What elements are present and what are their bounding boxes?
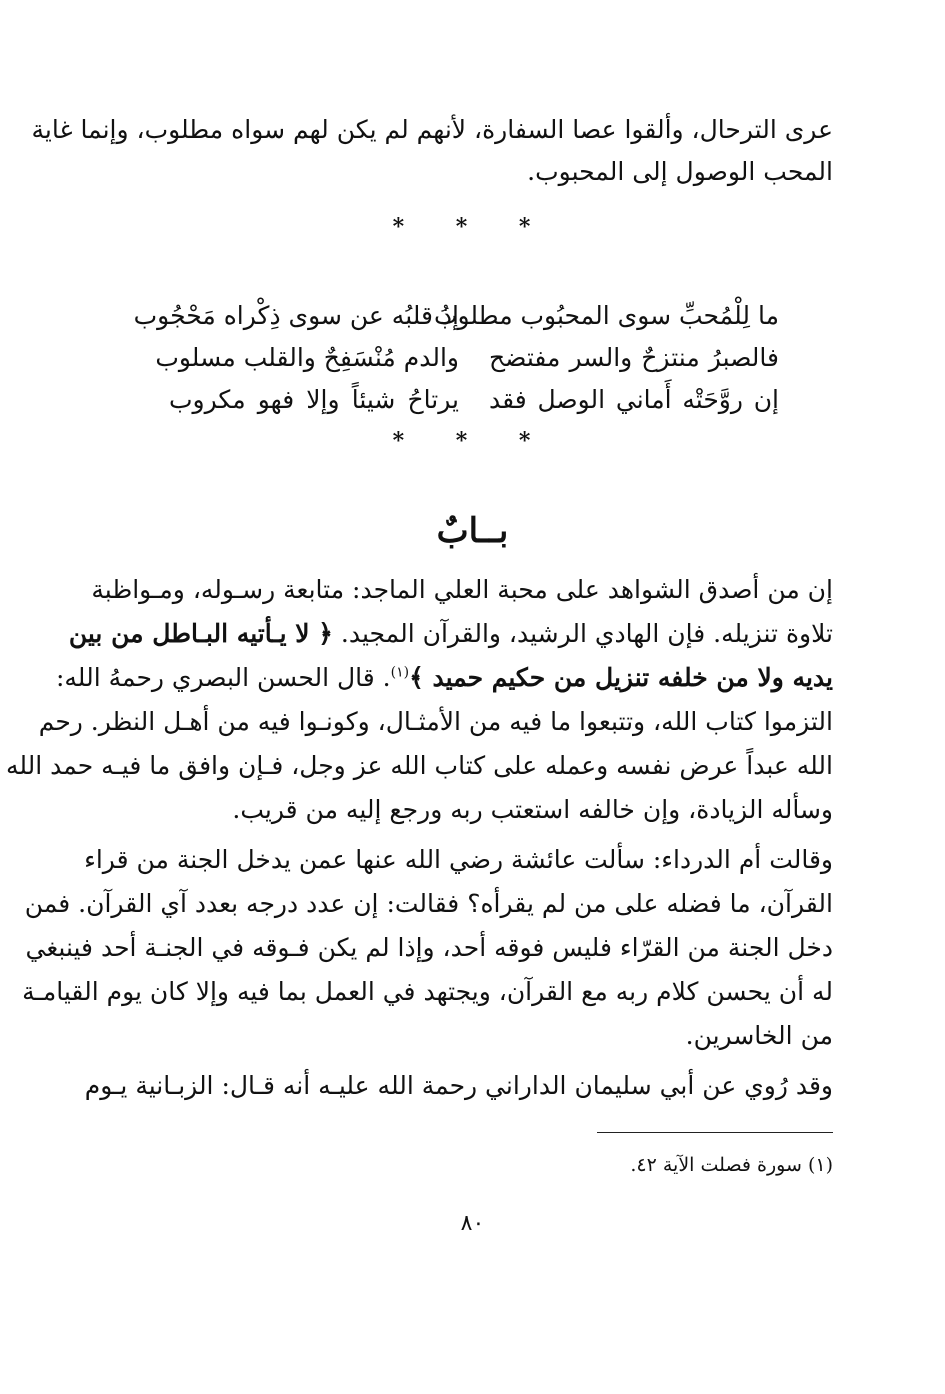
text-line: وسأله الزيادة، وإن خالفه استعتب ربه ورجع إليه من قريب.: [232, 795, 833, 824]
footnote-reference: (١): [390, 664, 410, 681]
chapter-heading: بــابٌ: [436, 511, 509, 551]
verse-first-hemistich: فالصبرُ منتزحٌ والسر مفتضح: [489, 343, 779, 372]
poem-verse: [169, 380, 779, 420]
text-line: [55, 658, 833, 698]
text-line: الله عبداً عرض نفسه وعمله على كتاب الله عز وجل، فـإن وافق ما فيـه حمد الله: [5, 751, 833, 780]
section-separator: * * *: [392, 214, 553, 240]
text-line: القرآن، ما فضله على من لم يقرأه؟ فقالت: إن عدد درجه بعدد آي القرآن. فمن: [24, 889, 833, 918]
text-line: عرى الترحال، وألقوا عصا السفارة، لأنهم لم يكن لهم سواه مطلوب، وإنما غاية: [31, 115, 833, 144]
text-line: له أن يحسن كلام ربه مع القرآن، ويجتهد في العمل بما فيه وإلا كان يوم القيامـة: [22, 977, 833, 1006]
page-number: ٨٠: [460, 1211, 485, 1236]
text-span: . قال الحسن البصري رحمهُ الله:: [55, 663, 391, 692]
verse-second-hemistich: والدم مُنْسَفِحٌ والقلب مسلوب: [155, 343, 459, 372]
text-line: المحب الوصول إلى المحبوب.: [527, 157, 833, 186]
text-line: [68, 614, 833, 654]
footnote-divider: [597, 1132, 833, 1133]
poem-verse: [133, 296, 779, 336]
text-line: من الخاسرين.: [685, 1021, 833, 1050]
footnote: (١) سورة فصلت الآية ٤٢.: [630, 1154, 833, 1176]
text-line: وقالت أم الدرداء: سألت عائشة رضي الله عنها عمن يدخل الجنة من قراء: [84, 845, 833, 874]
text-line: دخل الجنة من القرّاء فليس فوقه أحد، وإذا لم يكن فـوقه في الجنـة أحد فينبغي: [25, 933, 833, 962]
text-line: وقد رُوي عن أبي سليمان الداراني رحمة الله عليـه أنه قـال: الزبـانية يـوم: [84, 1071, 833, 1100]
verse-second-hemistich: يرتاحُ شيئاً وإلا فهو مكروب: [169, 385, 459, 414]
verse-first-hemistich: إن روَّحَتْه أَماني الوصل فقد: [489, 385, 779, 414]
text-line: إن من أصدق الشواهد على محبة العلي الماجد: متابعة رسـوله، ومـواظبة: [91, 575, 833, 604]
quran-quote: يديه ولا من خلفه تنزيل من حكيم حميد ﴾: [409, 663, 833, 692]
poem-verse: [155, 338, 779, 378]
text-line: التزموا كتاب الله، وتتبعوا ما فيه من الأمثـال، وكونـوا فيه من أهـل النظر. رحم: [38, 707, 833, 736]
verse-second-hemistich: إذ قلبُه عن سوى ذِكْراه مَحْجُوب: [133, 301, 459, 330]
text-span: تلاوة تنزيله. فإن الهادي الرشيد، والقرآن المجيد.: [332, 619, 833, 648]
quran-quote: ﴿ لا يـأتيه البـاطل من بين: [68, 619, 333, 648]
verse-first-hemistich: ما لِلْمُحبِّ سوى المحبُوب مطلوبُ: [433, 301, 779, 330]
section-separator: * * *: [392, 428, 553, 454]
